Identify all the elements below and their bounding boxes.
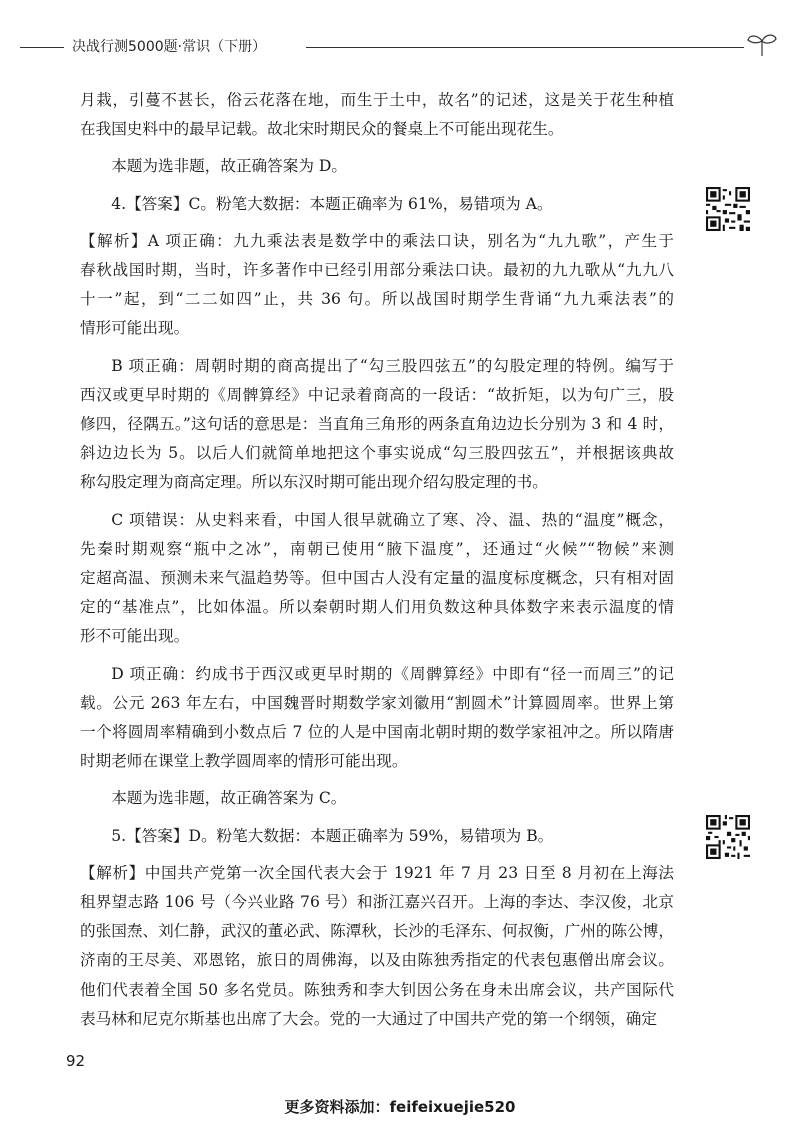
text-line: 的张国焘、刘仁静，武汉的董必武、陈潭秋，长沙的毛泽东、何叔衡，广州的陈公博， — [80, 922, 674, 941]
text-line: 定的“基准点”，比如体温。所以秦朝时期人们用负数这种具体数字来表示温度的情 — [80, 598, 674, 617]
footer-note: 更多资料添加：feifeixuejie520 — [284, 1098, 516, 1116]
text-line: 【解析】A 项正确：九九乘法表是数学中的乘法口诀，别名为“九九歌”，产生于 — [80, 231, 674, 250]
body-paragraph — [80, 227, 674, 344]
text-line: 4.【答案】C。粉笔大数据：本题正确率为 61%，易错项为 A。 — [111, 194, 553, 213]
body-paragraph — [80, 859, 674, 1034]
text-line: C 项错误：从史料来看，中国人很早就确立了寒、冷、温、热的“温度”概念， — [111, 510, 674, 529]
running-header — [20, 36, 760, 58]
text-line: D 项正确：约成书于西汉或更早时期的《周髀算经》中即有“径一而周三”的记 — [111, 664, 674, 683]
page-number: 92 — [66, 1052, 86, 1070]
text-line: 载。公元 263 年左右，中国魏晋时期数学家刘徽用“割圆术”计算圆周率。世界上第 — [80, 693, 674, 712]
text-line: 表马林和尼克尔斯基也出席了大会。党的一大通过了中国共产党的第一个纲领，确定 — [80, 1009, 657, 1028]
text-line: 时期老师在课堂上教学圆周率的情形可能出现。 — [80, 752, 408, 771]
text-line: 形不可能出现。 — [80, 627, 190, 646]
text-line: 5.【答案】D。粉笔大数据：本题正确率为 59%，易错项为 B。 — [111, 826, 554, 845]
text-line: 济南的王尽美、邓恩铭，旅日的周佛海，以及由陈独秀指定的代表包惠僧出席会议。 — [80, 951, 674, 970]
header-title: 决战行测5000题·常识（下册） — [72, 39, 267, 55]
body-paragraph — [80, 506, 674, 652]
body-paragraph — [80, 152, 674, 181]
text-line: 情形可能出现。 — [80, 319, 190, 338]
text-line: 定超高温、预测未来气温趋势等。但中国古人没有定量的温度标度概念，只有相对固 — [80, 569, 674, 588]
sprout-icon — [745, 32, 779, 58]
qr-code-icon — [706, 815, 750, 859]
text-line: 他们代表着全国 50 多名党员。陈独秀和李大钊因公务在身未出席会议，共产国际代 — [80, 980, 674, 999]
text-line: 先秦时期观察“瓶中之冰”，南朝已使用“腋下温度”，还通过“火候”“物候”来测 — [80, 539, 674, 558]
body-paragraph — [80, 660, 674, 777]
qr-code-icon — [706, 187, 750, 231]
text-line: 十一”起，到“二二如四”止，共 36 句。所以战国时期学生背诵“九九乘法表”的 — [80, 290, 674, 309]
text-line: 租界望志路 106 号（今兴业路 76 号）和浙江嘉兴召开。上海的李达、李汉俊，北京 — [80, 893, 674, 912]
page-body — [80, 86, 674, 1034]
header-rule-left — [20, 47, 64, 48]
text-line: 【解析】中国共产党第一次全国代表大会于 1921 年 7 月 23 日至 8 月初在上海法 — [80, 863, 674, 882]
text-line: 称勾股定理为商高定理。所以东汉时期可能出现介绍勾股定理的书。 — [80, 473, 548, 492]
text-line: 本题为选非题，故正确答案为 C。 — [111, 789, 347, 808]
text-line: 在我国史料中的最早记载。故北宋时期民众的餐桌上不可能出现花生。 — [80, 120, 564, 139]
body-paragraph — [80, 784, 674, 813]
body-paragraph — [80, 86, 674, 144]
text-line: 修四，径隅五。”这句话的意思是：当直角三角形的两条直角边边长分别为 3 和 4 时， — [80, 415, 674, 434]
text-line: 一个将圆周率精确到小数点后 7 位的人是中国南北朝时期的数学家祖冲之。所以隋唐 — [80, 723, 674, 742]
header-rule-right — [306, 47, 744, 48]
text-line: 斜边边长为 5。以后人们就简单地把这个事实说成“勾三股四弦五”，并根据该典故 — [80, 444, 674, 463]
body-paragraph — [80, 822, 674, 851]
text-line: 春秋战国时期，当时，许多著作中已经引用部分乘法口诀。最初的九九歌从“九九八 — [80, 261, 674, 280]
text-line: 西汉或更早时期的《周髀算经》中记录着商高的一段话：“故折矩，以为句广三，股 — [80, 385, 674, 404]
text-line: 本题为选非题，故正确答案为 D。 — [111, 157, 347, 176]
body-paragraph — [80, 190, 674, 219]
text-line: 月栽，引蔓不甚长，俗云花落在地，而生于土中，故名”的记述，这是关于花生种植 — [80, 91, 674, 109]
body-paragraph — [80, 352, 674, 498]
text-line: B 项正确：周朝时期的商高提出了“勾三股四弦五”的勾股定理的特例。编写于 — [111, 356, 674, 375]
